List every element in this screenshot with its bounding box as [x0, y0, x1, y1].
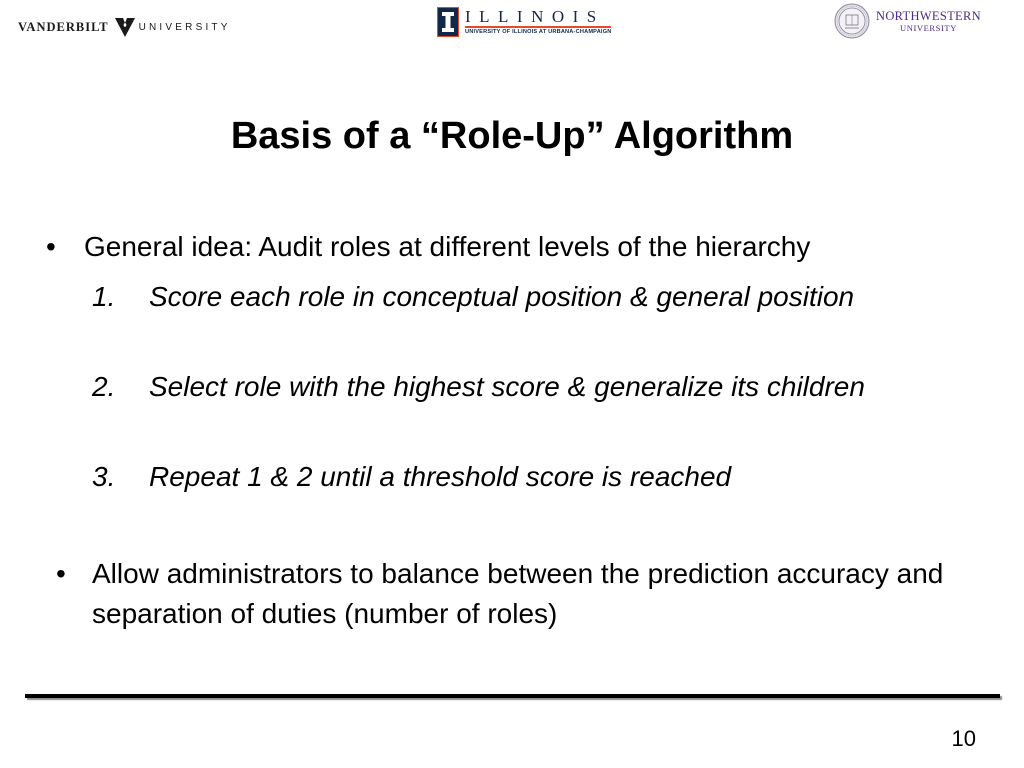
slide-title: Basis of a “Role-Up” Algorithm: [230, 115, 794, 157]
item-text: Select role with the highest score & generalize its children: [149, 371, 865, 402]
item-text: Repeat 1 & 2 until a threshold score is reached: [149, 461, 732, 492]
northwestern-logo-subtitle: UNIVERSITY: [899, 22, 957, 33]
vanderbilt-oak-v-icon: [114, 16, 136, 38]
page-number: 10: [951, 726, 976, 751]
item-number: 2.: [92, 371, 116, 402]
bullet-marker: •: [46, 231, 56, 262]
bullet-text: Allow administrators to balance between the prediction accuracy and separation of duties (number of roles): [92, 558, 944, 629]
footer-divider: [25, 694, 1000, 698]
item-text: Score each role in conceptual position & general position: [149, 281, 855, 312]
vanderbilt-logo: [18, 15, 231, 39]
bullet-text: General idea: Audit roles at different levels of the hierarchy: [84, 231, 811, 262]
illinois-block-i-icon: [437, 7, 459, 37]
numbered-item: [92, 457, 942, 497]
northwestern-logo: [834, 4, 981, 38]
northwestern-logo-name: NORTHWESTERN: [876, 8, 981, 23]
illinois-logo-name: ILLINOIS: [465, 7, 605, 26]
northwestern-seal-icon: [834, 3, 870, 39]
vanderbilt-logo-word-university: UNIVERSITY: [138, 21, 231, 33]
item-number: 3.: [92, 461, 116, 492]
bullet-item: [56, 554, 976, 634]
bullet-item: [46, 227, 1016, 267]
numbered-item: [92, 367, 942, 407]
bullet-marker: •: [56, 558, 66, 589]
illinois-logo: [437, 6, 611, 38]
numbered-item: [92, 277, 942, 317]
illinois-logo-rule: [465, 26, 611, 28]
item-number: 1.: [92, 281, 116, 312]
vanderbilt-logo-word: VANDERBILT: [18, 19, 109, 34]
illinois-logo-subtitle: UNIVERSITY OF ILLINOIS AT URBANA-CHAMPAIGN: [465, 29, 612, 35]
